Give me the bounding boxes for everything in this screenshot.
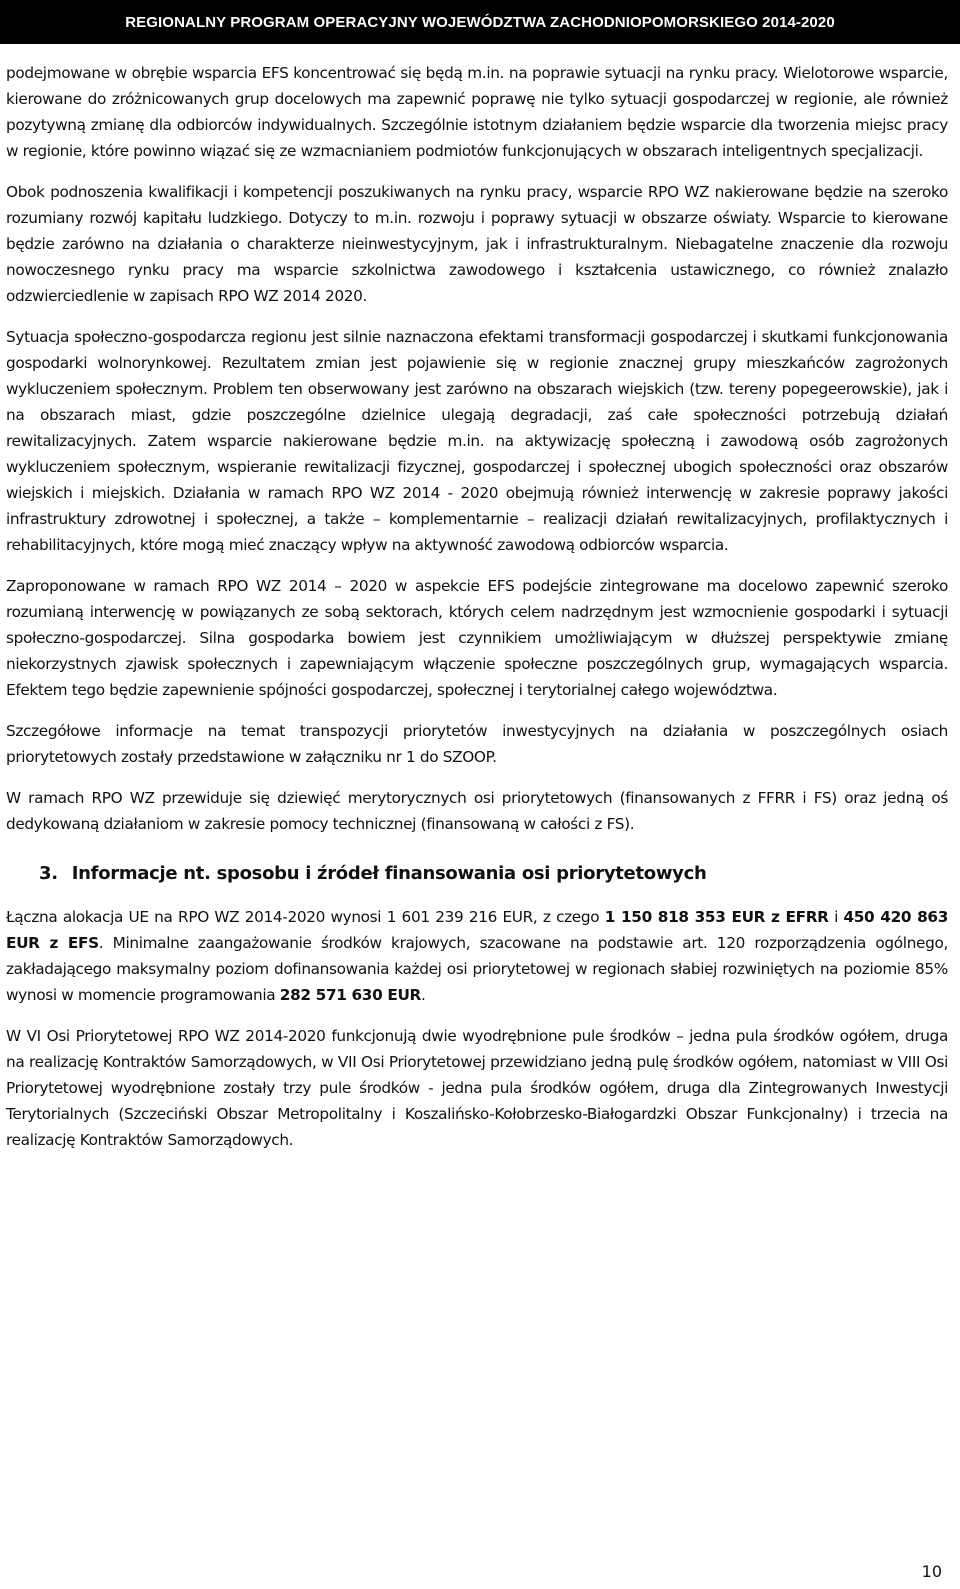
allocation-national: 282 571 630 EUR: [279, 986, 421, 1004]
allocation-efrr: 1 150 818 353 EUR z EFRR: [604, 908, 829, 926]
paragraph-allocation: [6, 904, 948, 1008]
allocation-efs: 450 420 863 EUR z EFS: [6, 908, 948, 952]
paragraph-efs-labour-market: podejmowane w obrębie wsparcia EFS koncentrować się będą m.in. na poprawie sytuacji na rynku pracy. Wielotorowe wsparcie, kierowane do zróżnicowanych grup docelowych ma zapewnić poprawę nie tylko sytuacji gospodarczej w regionie, ale również pozytywną zmianę dla odbiorców indywidualnych. Szczególnie istotnym działaniem będzie wsparcie dla tworzenia miejsc pracy w regionie, które powinno wiązać się ze wzmacnianiem podmiotów funkcjonujących w obszarach inteligentnych specjalizacji.: [6, 64, 948, 160]
section-number: 3.: [39, 863, 58, 884]
section-heading: [6, 859, 948, 889]
paragraph-human-capital: Obok podnoszenia kwalifikacji i kompetencji poszukiwanych na rynku pracy, wsparcie RPO WZ nakierowane będzie na szeroko rozumiany rozwój kapitału ludzkiego. Dotyczy to m.in. rozwoju i poprawy sytuacji w obszarze oświaty. Wsparcie to kierowane będzie zarówno na działania o charakterze nieinwestycyjnym, jak i infrastrukturalnym. Niebagatelne znaczenie dla rozwoju nowoczesnego rynku pracy ma wsparcie szkolnictwa zawodowego i kształcenia ustawicznego, co również znalazło odzwierciedlenie w zapisach RPO WZ 2014 2020.: [6, 183, 948, 305]
document-header-bar: [0, 0, 960, 44]
paragraph-szoop-reference: Szczegółowe informacje na temat transpozycji priorytetów inwestycyjnych na działania w poszczególnych osiach priorytetowych zostały przedstawione w załączniku nr 1 do SZOOP.: [6, 722, 948, 766]
section-title: Informacje nt. sposobu i źródeł finansowania osi priorytetowych: [71, 863, 707, 884]
page-number: 10: [921, 1562, 942, 1581]
paragraph-integrated-approach: Zaproponowane w ramach RPO WZ 2014 – 2020 w aspekcie EFS podejście zintegrowane ma docelowo zapewnić szeroko rozumianą interwencję w powiązanych ze sobą sektorach, których celem nadrzędnym jest wzmocnienie gospodarki i sytuacji społeczno-gospodarczej. Silna gospodarka bowiem jest czynnikiem umożliwiającym w dłuższej perspektywie zmianę niekorzystnych zjawisk społecznych i zapewniającym włączenie społeczne poszczególnych grup, wymagających wsparcia. Efektem tego będzie zapewnienie spójności gospodarczej, społecznej i terytorialnej całego województwa.: [6, 577, 948, 699]
allocation-text-c: . Minimalne zaangażowanie środków krajowych, szacowane na podstawie art. 120 rozporządzenia ogólnego, zakładającego maksymalny poziom dofinansowania każdej osi priorytetowej w regionach słabiej rozwiniętych na poziomie 85% wynosi w momencie programowania: [6, 934, 948, 1004]
allocation-text-a: Łączna alokacja UE na RPO WZ 2014-2020 wynosi 1 601 239 216 EUR, z czego: [6, 908, 605, 926]
paragraph-social-exclusion: Sytuacja społeczno-gospodarcza regionu jest silnie naznaczona efektami transformacji gospodarczej i skutkami funkcjonowania gospodarki wolnorynkowej. Rezultatem zmian jest pojawienie się w regionie znacznej grupy mieszkańców zagrożonych wykluczeniem społecznym. Problem ten obserwowany jest zarówno na obszarach wiejskich (tzw. tereny popegeerowskie), jak i na obszarach miast, gdzie poszczególne dzielnice ulegają degradacji, zaś całe społeczności potrzebują działań rewitalizacyjnych. Zatem wsparcie nakierowane będzie m.in. na aktywizację społeczną i zawodową osób zagrożonych wykluczeniem społecznym, wspieranie rewitalizacji fizycznej, gospodarczej i społecznej ubogich społeczności oraz obszarów wiejskich i miejskich. Działania w ramach RPO WZ 2014 - 2020 obejmują również interwencję w zakresie poprawy jakości infrastruktury zdrowotnej i społecznej, a także – komplementarnie – realizacji działań rewitalizacyjnych, profilaktycznych i rehabilitacyjnych, które mogą mieć znaczący wpływ na aktywność zawodową odbiorców wsparcia.: [6, 328, 948, 554]
paragraph-funding-pools: W VI Osi Priorytetowej RPO WZ 2014-2020 funkcjonują dwie wyodrębnione pule środków – jedna pula środków ogółem, druga na realizację Kontraktów Samorządowych, w VII Osi Priorytetowej przewidziano jedną pulę środków ogółem, natomiast w VIII Osi Priorytetowej wyodrębnione zostały trzy pule środków - jedna pula środków ogółem, druga dla Zintegrowanych Inwestycji Terytorialnych (Szczeciński Obszar Metropolitalny i Koszalińsko-Kołobrzesko-Białogardzki Obszar Funkcjonalny) i trzecia na realizację Kontraktów Samorządowych.: [6, 1027, 948, 1149]
paragraph-priority-axes: W ramach RPO WZ przewiduje się dziewięć merytorycznych osi priorytetowych (finansowanych z FFRR i FS) oraz jedną oś dedykowaną działaniom w zakresie pomocy technicznej (finansowaną w całości z FS).: [6, 789, 948, 833]
allocation-text-d: .: [420, 986, 426, 1004]
document-body: [6, 60, 948, 1153]
allocation-text-b: i: [828, 908, 844, 926]
header-title: REGIONALNY PROGRAM OPERACYJNY WOJEWÓDZTWA ZACHODNIOPOMORSKIEGO 2014-2020: [125, 13, 835, 31]
